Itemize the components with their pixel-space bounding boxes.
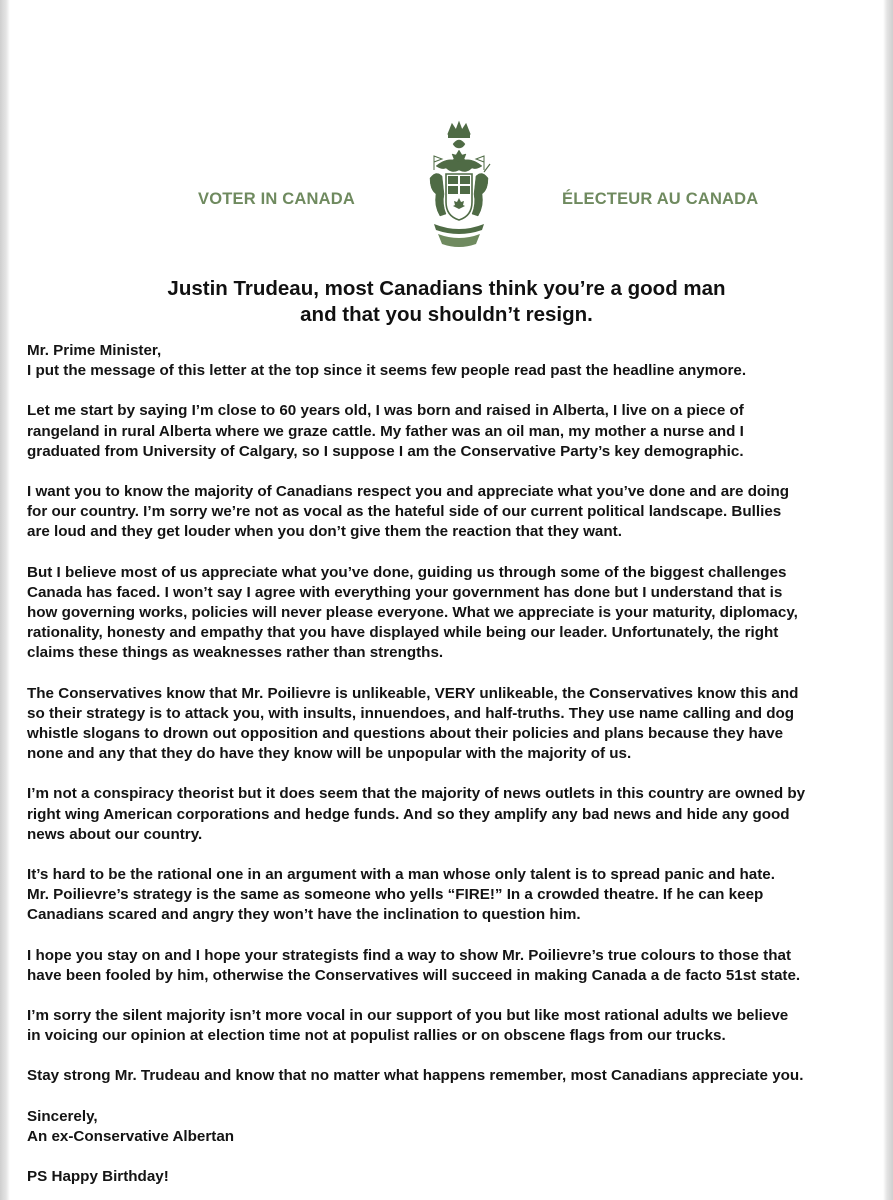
salutation-block (27, 341, 877, 381)
paragraph (27, 684, 877, 765)
paragraph-line: Let me start by saying I’m close to 60 years old, I was born and raised in Alberta, I live on a piece of (27, 402, 744, 420)
coat-of-arms-of-canada-icon (426, 120, 492, 248)
paragraph-line: Mr. Poilievre’s strategy is the same as someone who yells “FIRE!” In a crowded theatre. If he can keep (27, 886, 764, 904)
paragraph (27, 784, 877, 845)
paragraph (27, 1006, 877, 1046)
paragraph-line: in voicing our opinion at election time not at populist rallies or on obscene flags from our trucks. (27, 1027, 726, 1045)
intro-line: I put the message of this letter at the top since it seems few people read past the headline anymore. (27, 362, 747, 380)
headline-line: Justin Trudeau, most Canadians think you’re a good man (167, 277, 726, 300)
paragraph-line: rangeland in rural Alberta where we graze cattle. My father was an oil man, my mother a nurse and I (27, 422, 744, 440)
postscript: PS Happy Birthday! (27, 1168, 169, 1186)
paragraph-line: for our country. I’m sorry we’re not as vocal as the hateful side of our current political landscape. Bullies (27, 503, 782, 521)
paragraph-line: whistle slogans to drown out opposition and questions about their policies and plans because they have (27, 725, 784, 743)
paragraph-line: But I believe most of us appreciate what you’ve done, guiding us through some of the biggest challenges (27, 563, 787, 581)
letter-body (27, 341, 877, 1187)
paragraph-line: are loud and they get louder when you don’t give them the reaction that they want. (27, 523, 622, 541)
paragraph-line: right wing American corporations and hedge funds. And so they amplify any bad news and hide any good (27, 805, 790, 823)
paragraph-line: have been fooled by him, otherwise the Conservatives will succeed in making Canada a de facto 51st state. (27, 966, 801, 984)
paragraph-line: how governing works, policies will never please everyone. What we appreciate is your maturity, diplomacy, (27, 604, 798, 622)
headline (10, 276, 883, 328)
closing-block (27, 1107, 877, 1147)
paragraph-line: Canadians scared and angry they won’t have the inclination to question him. (27, 906, 581, 924)
paragraph-line: Stay strong Mr. Trudeau and know that no matter what happens remember, most Canadians appreciate you. (27, 1067, 804, 1085)
letterhead-english-title: VOTER IN CANADA (198, 190, 356, 208)
paragraph-line: news about our country. (27, 825, 203, 843)
paragraph (27, 865, 877, 926)
letterhead-french-title: ÉLECTEUR AU CANADA (562, 190, 759, 208)
paragraph-line: Canada has faced. I won’t say I agree with everything your government has done but I understand that is (27, 583, 783, 601)
paragraph-line: rationality, honesty and empathy that you have displayed while being our leader. Unfortunately, the right (27, 624, 779, 642)
paragraph-line: graduated from University of Calgary, so I suppose I am the Conservative Party’s key demographic. (27, 442, 744, 460)
paragraph-line: I want you to know the majority of Canadians respect you and appreciate what you’ve done and are doing (27, 483, 790, 501)
letter-page (10, 0, 883, 1200)
paragraph (27, 1066, 877, 1086)
paragraph-line: The Conservatives know that Mr. Poilievre is unlikeable, VERY unlikeable, the Conservatives know this and (27, 684, 799, 702)
paragraph (27, 563, 877, 664)
postscript-block (27, 1167, 877, 1187)
paragraph-line: none and any that they do have they know will be unpopular with the majority of us. (27, 745, 632, 763)
paragraph (27, 946, 877, 986)
paragraph-line: so their strategy is to attack you, with insults, innuendoes, and half-truths. They use name calling and dog (27, 704, 795, 722)
signature: An ex-Conservative Albertan (27, 1127, 235, 1145)
paragraph (27, 401, 877, 462)
paragraph-line: claims these things as weaknesses rather than strengths. (27, 644, 444, 662)
letterhead (10, 100, 883, 260)
paragraph-line: I hope you stay on and I hope your strategists find a way to show Mr. Poilievre’s true colours to those that (27, 946, 792, 964)
headline-line: and that you shouldn’t resign. (300, 303, 593, 326)
closing: Sincerely, (27, 1107, 98, 1125)
paragraph-line: I’m sorry the silent majority isn’t more vocal in our support of you but like most rational adults we believe (27, 1007, 789, 1025)
paragraph-line: It’s hard to be the rational one in an argument with a man whose only talent is to spread panic and hate. (27, 866, 775, 884)
paragraph (27, 482, 877, 543)
salutation: Mr. Prime Minister, (27, 342, 162, 359)
paragraph-line: I’m not a conspiracy theorist but it does seem that the majority of news outlets in this country are owned by (27, 785, 806, 803)
